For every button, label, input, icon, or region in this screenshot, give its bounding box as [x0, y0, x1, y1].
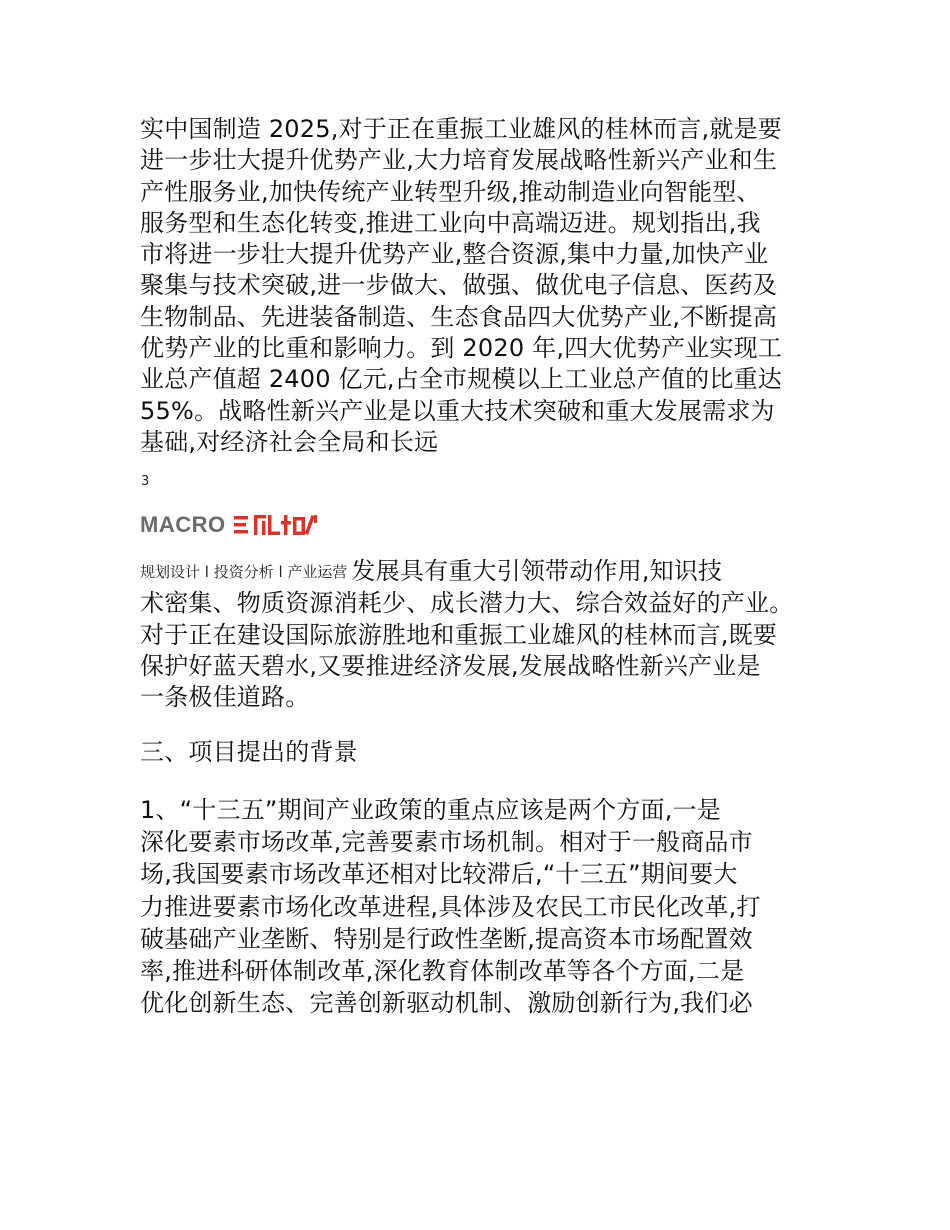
company-logo — [140, 510, 322, 540]
text-line: 55%。战略性新兴产业是以重大技术突破和重大发展需求为 — [140, 396, 775, 425]
logo-mark-icon — [232, 511, 322, 539]
text-line: 率,推进科研体制改革,深化教育体制改革等各个方面,二是 — [140, 957, 745, 986]
section-heading: 三、项目提出的背景 — [140, 738, 358, 766]
page-number: 3 — [141, 474, 150, 489]
company-tagline: 规划设计 l 投资分析 l 产业运营 — [140, 563, 348, 581]
text-line: 场,我国要素市场改革还相对比较滞后,“十三五”期间要大 — [140, 860, 738, 889]
logo-wordmark: MACRO — [140, 512, 226, 537]
text-line: 保护好蓝天碧水,又要推进经济发展,发展战略性新兴产业是 — [140, 651, 761, 680]
text-line: 服务型和生态化转变,推进工业向中高端迈进。规划指出,我 — [140, 208, 761, 237]
text-line: 深化要素市场改革,完善要素市场机制。相对于一般商品市 — [140, 828, 753, 857]
text-line — [140, 556, 820, 588]
text-line: 优化创新生态、完善创新驱动机制、激励创新行为,我们必 — [140, 989, 753, 1018]
paragraph-industry-plan — [140, 114, 820, 458]
text-line: 市将进一步壮大提升优势产业,整合资源,集中力量,加快产业 — [140, 240, 769, 269]
paragraph-emerging-industry — [140, 556, 820, 713]
text-line: 优势产业的比重和影响力。到 2020 年,四大优势产业实现工 — [140, 334, 782, 363]
text-line: 产性服务业,加快传统产业转型升级,推动制造业向智能型、 — [140, 177, 761, 206]
text-line: 对于正在建设国际旅游胜地和重振工业雄风的桂林而言,既要 — [140, 620, 778, 649]
text-line: 业总产值超 2400 亿元,占全市规模以上工业总产值的比重达 — [140, 365, 782, 394]
text-line: 基础,对经济社会全局和长远 — [140, 427, 439, 456]
text-line: 实中国制造 2025,对于正在重振工业雄风的桂林而言,就是要 — [140, 115, 782, 143]
text-fragment: 发展具有重大引领带动作用,知识技 — [351, 557, 723, 585]
text-line: 术密集、物质资源消耗少、成长潜力大、综合效益好的产业。 — [140, 589, 794, 618]
text-line: 生物制品、先进装备制造、生态食品四大优势产业,不断提高 — [140, 302, 778, 331]
text-line: 聚集与技术突破,进一步做大、做强、做优电子信息、医药及 — [140, 271, 778, 300]
text-line: 进一步壮大提升优势产业,大力培育发展战略性新兴产业和生 — [140, 146, 778, 175]
paragraph-policy-focus — [140, 794, 820, 1019]
text-line: 力推进要素市场化改革进程,具体涉及农民工市民化改革,打 — [140, 892, 761, 921]
text-line: 1、“十三五”期间产业政策的重点应该是两个方面,一是 — [140, 796, 721, 824]
text-line: 破基础产业垄断、特别是行政性垄断,提高资本市场配置效 — [140, 924, 753, 953]
text-line: 一条极佳道路。 — [140, 683, 310, 712]
